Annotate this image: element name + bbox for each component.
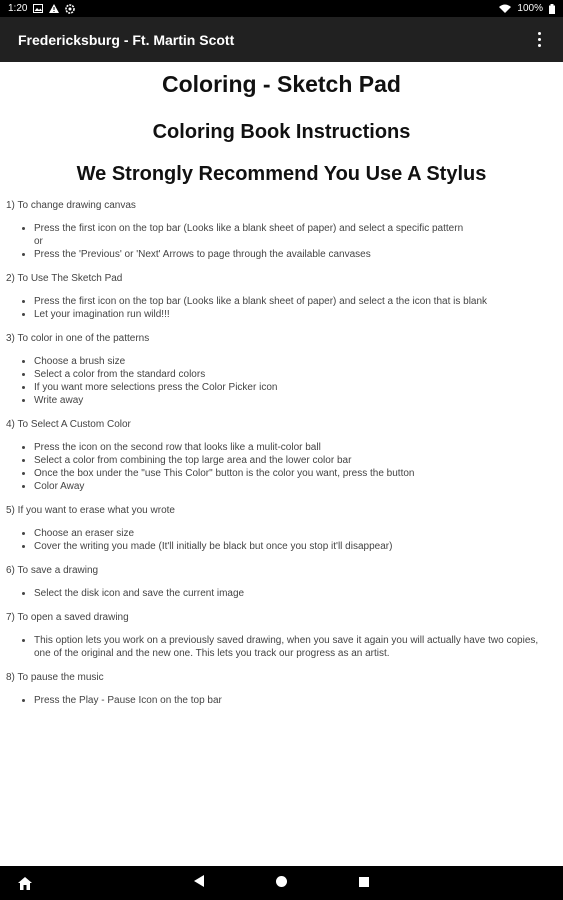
app-bar [0,17,563,62]
photo-icon [33,4,43,13]
list-item: • If you want more selections press the Color Picker icon [34,381,557,394]
nav-buttons [194,874,369,892]
list-item: • Press the 'Previous' or 'Next' Arrows to page through the available canvases [34,248,557,261]
settings-icon [65,4,75,14]
instruction-sections [6,199,557,707]
status-left [8,3,75,14]
section-save [6,564,557,600]
section-custom-color [6,418,557,493]
section-list [6,295,557,321]
section-heading: 8) To pause the music [6,672,104,683]
list-item: • This option lets you work on a previously saved drawing, when you save it again you will actually have two copies, one of the original and the new one. This lets you track our progress as an artist. [34,634,557,660]
navigation-bar [0,866,563,900]
section-pause-music [6,671,557,707]
list-item: • Select a color from the standard colors [34,368,557,381]
list-item: • Select a color from combining the top large area and the lower color bar [34,454,557,467]
section-list [6,527,557,553]
status-right [499,3,555,14]
section-erase [6,504,557,553]
section-heading: 3) To color in one of the patterns [6,333,150,344]
section-list [6,694,557,707]
section-list [6,587,557,600]
section-sketch-pad [6,272,557,321]
section-heading: 1) To change drawing canvas [6,200,136,211]
section-color-patterns [6,332,557,407]
list-item: • Press the icon on the second row that looks like a mulit-color ball [34,441,557,454]
list-item: • Once the box under the "use This Color" button is the color you want, press the button [34,467,557,480]
section-heading: 5) If you want to erase what you wrote [6,505,175,516]
list-item: or [34,236,43,247]
list-item: • Write away [34,394,557,407]
back-icon[interactable] [194,874,204,892]
list-item: • Let your imagination run wild!!! [34,308,557,321]
list-item: • Color Away [34,480,557,493]
section-list [6,634,557,660]
status-time: 1:20 [8,3,28,14]
list-item: • Press the first icon on the top bar (Looks like a blank sheet of paper) and select a the icon that is blank [34,295,557,308]
battery-icon [549,4,555,14]
section-change-canvas [6,199,557,261]
app-title: Fredericksburg - Ft. Martin Scott [18,31,235,48]
list-item: • Choose an eraser size [34,527,557,540]
list-item: • Choose a brush size [34,355,557,368]
section-heading: 4) To Select A Custom Color [6,419,131,430]
section-heading: 7) To open a saved drawing [6,612,129,623]
section-heading: 6) To save a drawing [6,565,99,576]
status-bar [0,0,563,17]
section-list [6,441,557,493]
page-subtitle: Coloring Book Instructions [152,121,411,143]
home-circle-icon[interactable] [276,874,287,892]
stylus-recommendation: We Strongly Recommend You Use A Stylus [76,163,487,185]
section-heading: 2) To Use The Sketch Pad [6,273,123,284]
more-vert-icon[interactable] [529,28,549,52]
section-list [6,355,557,407]
list-item: • Select the disk icon and save the current image [34,587,557,600]
section-open [6,611,557,660]
recents-icon[interactable] [359,874,369,892]
wifi-icon [499,4,511,13]
instructions-content[interactable] [0,62,563,866]
battery-text: 100% [517,3,543,14]
list-item: • Cover the writing you made (It'll initially be black but once you stop it'll disappear) [34,540,557,553]
section-list [6,222,557,261]
list-item: • Press the Play - Pause Icon on the top bar [34,694,557,707]
page-title: Coloring - Sketch Pad [162,71,401,97]
list-item: • Press the first icon on the top bar (Looks like a blank sheet of paper) and select a specific pattern [34,222,557,235]
warning-icon [49,4,59,13]
home-icon[interactable] [18,877,32,895]
